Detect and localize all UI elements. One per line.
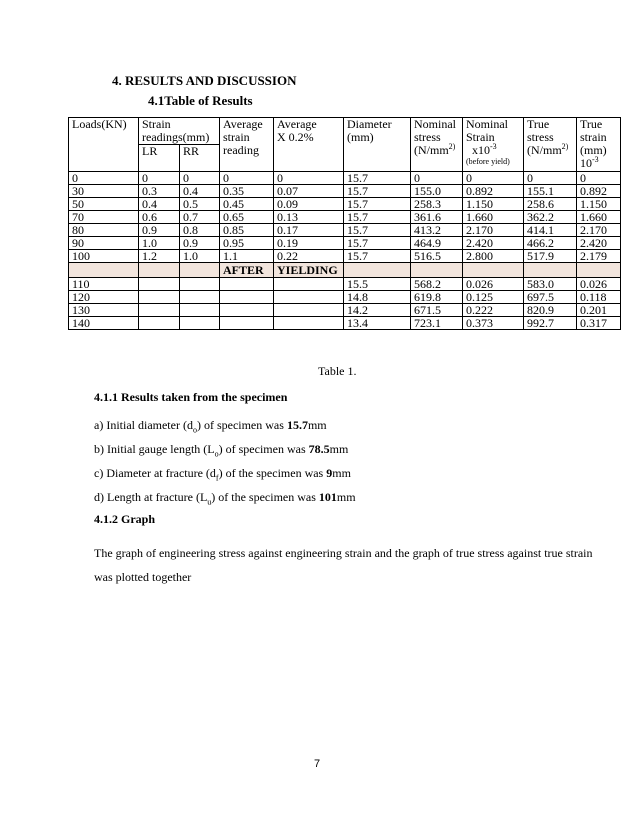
table-row: [69, 185, 621, 198]
table-cell: [220, 317, 274, 330]
result-item-prefix: b) Initial gauge length (L: [94, 442, 215, 456]
table-cell: 130: [69, 304, 139, 317]
table-cell: 0: [274, 172, 344, 185]
graph-paragraph: The graph of engineering stress against engineering strain and the graph of true stress against true strain was plotted together: [94, 546, 593, 584]
table-cell: 15.7: [344, 185, 411, 198]
separator-after: AFTER: [220, 263, 274, 278]
table-cell: 0.9: [139, 224, 180, 237]
table-row: [69, 278, 621, 291]
result-item: [94, 490, 356, 506]
result-item-mid: ) of specimen was: [196, 418, 287, 432]
table-cell: 1.660: [577, 211, 621, 224]
table-caption: Table 1.: [318, 364, 357, 378]
result-item-prefix: c) Diameter at fracture (d: [94, 466, 216, 480]
table-cell: 464.9: [411, 237, 463, 250]
table-cell: 413.2: [411, 224, 463, 237]
table-cell: 0.892: [463, 185, 524, 198]
table-cell: 0.95: [220, 237, 274, 250]
table-cell: 619.8: [411, 291, 463, 304]
result-item-sub: u: [207, 497, 212, 507]
table-cell: 2.170: [463, 224, 524, 237]
table-cell: 0.222: [463, 304, 524, 317]
table-cell: 1.150: [463, 198, 524, 211]
table-row: [69, 250, 621, 263]
header-diameter: Diameter (mm): [344, 118, 411, 172]
result-item: [94, 418, 327, 434]
table-cell: 1.660: [463, 211, 524, 224]
table-cell: 2.800: [463, 250, 524, 263]
table-row: [69, 237, 621, 250]
table-cell: 0.9: [180, 237, 220, 250]
table-cell: 1.0: [180, 250, 220, 263]
table-cell: 0.35: [220, 185, 274, 198]
result-item-suffix: mm: [307, 418, 327, 432]
table-cell: [274, 278, 344, 291]
result-item-mid: ) of the specimen was: [218, 466, 327, 480]
table-cell: 0.45: [220, 198, 274, 211]
table-cell: 120: [69, 291, 139, 304]
table-cell: 110: [69, 278, 139, 291]
table-cell: 671.5: [411, 304, 463, 317]
table-cell: 2.420: [463, 237, 524, 250]
table-cell: 0.026: [577, 278, 621, 291]
table-cell: [274, 304, 344, 317]
table-cell: 0.6: [139, 211, 180, 224]
table-cell: [180, 278, 220, 291]
table-cell: [139, 304, 180, 317]
table-cell: 517.9: [524, 250, 577, 263]
table-row: [69, 291, 621, 304]
rows-before-yield: [69, 172, 621, 263]
table-cell: 583.0: [524, 278, 577, 291]
table-cell: 2.179: [577, 250, 621, 263]
header-loads: Loads(KN): [69, 118, 139, 172]
table-cell: 2.170: [577, 224, 621, 237]
graph-subheading: 4.1.2 Graph: [94, 512, 156, 526]
table-cell: 0.026: [463, 278, 524, 291]
table-cell: 0: [463, 172, 524, 185]
table-cell: 15.7: [344, 211, 411, 224]
table-cell: 70: [69, 211, 139, 224]
table-cell: 13.4: [344, 317, 411, 330]
result-item-sub: o: [192, 425, 197, 435]
table-cell: 361.6: [411, 211, 463, 224]
result-item-value: 101: [318, 490, 337, 504]
header-average-x: Average X 0.2%: [274, 118, 344, 172]
result-item-mid: ) of specimen was: [218, 442, 309, 456]
table-cell: [139, 317, 180, 330]
table-cell: 14.8: [344, 291, 411, 304]
result-item: [94, 466, 351, 482]
table-cell: [180, 317, 220, 330]
header-rr: RR: [180, 145, 220, 172]
table-cell: 0.09: [274, 198, 344, 211]
table-cell: 516.5: [411, 250, 463, 263]
result-item-value: 78.5: [308, 442, 330, 456]
table-cell: 1.150: [577, 198, 621, 211]
table-cell: 15.7: [344, 237, 411, 250]
table-cell: 50: [69, 198, 139, 211]
table-header-row: [69, 118, 621, 145]
result-item-suffix: mm: [336, 490, 356, 504]
result-item-sub: f: [215, 473, 219, 483]
results-table: [68, 117, 621, 330]
table-cell: 0: [577, 172, 621, 185]
table-cell: 0.07: [274, 185, 344, 198]
table-cell: [180, 291, 220, 304]
table-cell: 362.2: [524, 211, 577, 224]
table-cell: 0.373: [463, 317, 524, 330]
table-cell: 14.2: [344, 304, 411, 317]
table-cell: 0.17: [274, 224, 344, 237]
result-item-prefix: a) Initial diameter (d: [94, 418, 193, 432]
table-cell: 0.118: [577, 291, 621, 304]
table-cell: 0.19: [274, 237, 344, 250]
table-cell: 0.4: [139, 198, 180, 211]
table-cell: 140: [69, 317, 139, 330]
table-cell: 90: [69, 237, 139, 250]
result-item-prefix: d) Length at fracture (L: [94, 490, 208, 504]
table-cell: 2.420: [577, 237, 621, 250]
table-cell: 80: [69, 224, 139, 237]
table-cell: 15.7: [344, 224, 411, 237]
table-cell: [139, 291, 180, 304]
table-cell: 0.85: [220, 224, 274, 237]
result-item-value: 9: [326, 466, 333, 480]
table-row: [69, 211, 621, 224]
header-lr: LR: [139, 145, 180, 172]
table-title: 4.1Table of Results: [148, 93, 253, 108]
table-cell: 0.7: [180, 211, 220, 224]
yield-separator-row: [69, 263, 621, 278]
table-cell: 568.2: [411, 278, 463, 291]
table-row: [69, 304, 621, 317]
table-cell: 0.65: [220, 211, 274, 224]
table-cell: 820.9: [524, 304, 577, 317]
table-cell: 30: [69, 185, 139, 198]
separator-yielding: YIELDING: [274, 263, 344, 278]
table-cell: 0.13: [274, 211, 344, 224]
results-subheading: 4.1.1 Results taken from the specimen: [94, 390, 288, 404]
table-cell: 15.7: [344, 172, 411, 185]
table-cell: 0.3: [139, 185, 180, 198]
table-cell: [220, 291, 274, 304]
table-cell: 466.2: [524, 237, 577, 250]
table-cell: 15.5: [344, 278, 411, 291]
table-cell: 0.22: [274, 250, 344, 263]
table-cell: 0.5: [180, 198, 220, 211]
section-heading: 4. RESULTS AND DISCUSSION: [112, 73, 297, 88]
table-cell: 0: [411, 172, 463, 185]
table-cell: 0.892: [577, 185, 621, 198]
table-cell: 258.6: [524, 198, 577, 211]
table-cell: 15.7: [344, 250, 411, 263]
table-cell: [139, 278, 180, 291]
table-cell: [220, 304, 274, 317]
result-item-value: 15.7: [286, 418, 308, 432]
result-item: [94, 442, 348, 458]
table-cell: 697.5: [524, 291, 577, 304]
table-cell: 1.2: [139, 250, 180, 263]
header-strain-readings: Strain readings(mm): [139, 118, 220, 145]
table-cell: 0.125: [463, 291, 524, 304]
table-cell: 0: [180, 172, 220, 185]
table-cell: 155.1: [524, 185, 577, 198]
header-average-strain: Average strain reading: [220, 118, 274, 172]
result-item-suffix: mm: [332, 466, 351, 480]
table-cell: 0.317: [577, 317, 621, 330]
page-number: 7: [314, 758, 321, 770]
table-cell: 0.4: [180, 185, 220, 198]
header-true-strain: True strain (mm) $10^{-3}$: [577, 118, 621, 172]
table-cell: [274, 291, 344, 304]
table-cell: 100: [69, 250, 139, 263]
table-cell: [274, 317, 344, 330]
table-row: [69, 224, 621, 237]
header-nominal-strain: Nominal Strain $x10^{-3}$ (before yield): [463, 118, 524, 172]
header-true-stress: True stress ($N/mm^{2)}$: [524, 118, 577, 172]
table-cell: 992.7: [524, 317, 577, 330]
table-cell: 258.3: [411, 198, 463, 211]
table-row: [69, 317, 621, 330]
table-cell: 0.201: [577, 304, 621, 317]
table-cell: 0: [220, 172, 274, 185]
table-row: [69, 198, 621, 211]
table-cell: 0.8: [180, 224, 220, 237]
table-cell: [180, 304, 220, 317]
table-cell: 0: [524, 172, 577, 185]
header-nominal-stress: Nominal stress ($N/mm^{2)}$: [411, 118, 463, 172]
table-cell: [220, 278, 274, 291]
table-cell: 723.1: [411, 317, 463, 330]
result-item-sub: o: [214, 449, 219, 459]
rows-after-yield: [69, 278, 621, 330]
table-cell: 1.1: [220, 250, 274, 263]
table-cell: 0: [139, 172, 180, 185]
result-item-mid: ) of the specimen was: [211, 490, 319, 504]
result-item-suffix: mm: [329, 442, 349, 456]
table-cell: 414.1: [524, 224, 577, 237]
table-cell: 1.0: [139, 237, 180, 250]
table-row: [69, 172, 621, 185]
table-cell: 155.0: [411, 185, 463, 198]
table-cell: 15.7: [344, 198, 411, 211]
table-cell: 0: [69, 172, 139, 185]
